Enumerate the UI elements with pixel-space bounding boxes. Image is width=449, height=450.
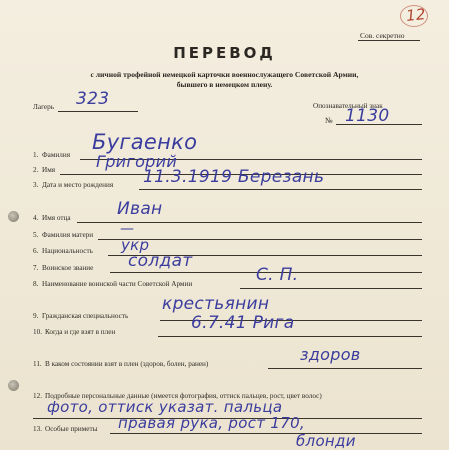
field-2-label: Имя <box>42 166 56 174</box>
field-13-number: 13. <box>33 425 42 433</box>
field-10-label: Когда и где взят в плен <box>45 328 116 336</box>
field-13-label: Особые приметы <box>45 425 98 433</box>
corner-mark: 12 <box>405 5 427 25</box>
field-1-value: Бугаенко <box>92 130 198 154</box>
corner-mark-circle <box>400 5 428 27</box>
field-8-line <box>240 288 422 289</box>
id-tag-number-sign: № <box>325 116 333 125</box>
field-11-number: 11. <box>33 360 42 368</box>
punch-hole-bottom <box>8 380 19 391</box>
field-1-label: Фамилия <box>42 151 71 159</box>
field-6-number: 6. <box>33 247 39 255</box>
field-3-number: 3. <box>33 181 39 189</box>
field-6-label: Национальность <box>42 247 93 255</box>
field-4-value: Иван <box>117 199 163 219</box>
field-13-value: правая рука, рост 170, <box>118 414 305 432</box>
field-11-label: В каком состоянии взят в плен (здоров, болен, ранен) <box>45 360 209 368</box>
field-2-value: Григорий <box>96 152 178 171</box>
page-title: ПЕРЕВОД <box>173 44 276 62</box>
field-13-line <box>110 433 422 434</box>
field-9-value: крестьянин <box>162 294 270 314</box>
field-5-label: Фамилия матери <box>42 231 94 239</box>
field-1-number: 1. <box>33 151 39 159</box>
field-3-label: Дата и место рождения <box>42 181 114 189</box>
subtitle-line-2: бывшего в немецком плену. <box>176 80 273 89</box>
field-11-value: здоров <box>300 345 361 364</box>
field-2-number: 2. <box>33 166 39 174</box>
id-tag-label: Опознавательный знак <box>313 102 383 110</box>
field-12-value: фото, оттиск указат. пальца <box>47 398 283 416</box>
field-5-number: 5. <box>33 231 39 239</box>
field-8-value: С. П. <box>256 265 299 285</box>
field-7-value: солдат <box>128 251 193 271</box>
field-13-continuation: блонди <box>296 432 356 450</box>
field-12-label: Подробные персональные данные (имеется фотография, оттиск пальцев, рост, цвет волос) <box>45 392 322 400</box>
field-6-value: укр <box>121 236 150 254</box>
subtitle-line-1: с личной трофейной немецкой карточки военнослужащего Советской Армии, <box>90 70 359 79</box>
field-4-number: 4. <box>33 214 39 222</box>
camp-value: 323 <box>76 89 110 109</box>
field-10-number: 10. <box>33 328 42 336</box>
field-8-label: Наименование воинской части Советской Армии <box>42 280 193 288</box>
field-7-label: Воинское звание <box>42 264 94 272</box>
camp-line <box>58 111 138 112</box>
field-7-number: 7. <box>33 264 39 272</box>
field-9-label: Гражданская специальность <box>42 312 129 320</box>
field-11-line <box>268 368 422 369</box>
secrecy-label: Сов. секретно <box>360 31 405 40</box>
field-4-label: Имя отца <box>42 214 71 222</box>
field-10-line <box>158 336 422 337</box>
field-3-line <box>139 189 422 190</box>
field-12-number: 12. <box>33 392 42 400</box>
field-8-number: 8. <box>33 280 39 288</box>
id-tag-value: 1130 <box>345 106 390 126</box>
punch-hole-top <box>8 211 19 222</box>
field-9-number: 9. <box>33 312 39 320</box>
field-3-value: 11.3.1919 Березань <box>143 167 325 187</box>
camp-label: Лагерь <box>33 103 54 111</box>
secrecy-underline <box>358 40 420 41</box>
field-10-value: 6.7.41 Рига <box>191 313 295 333</box>
field-5-value: — <box>120 221 135 237</box>
